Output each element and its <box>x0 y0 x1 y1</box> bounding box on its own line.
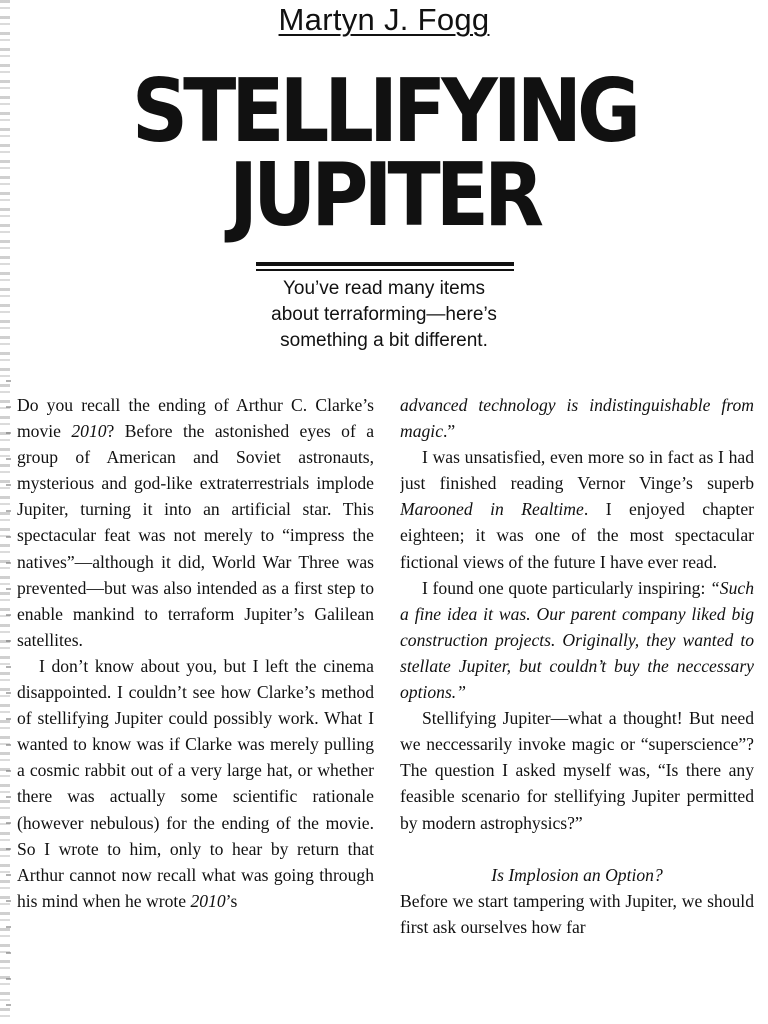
deck-line-3: something a bit different. <box>280 330 488 351</box>
vinge-quote: “Such a fine idea it was. Our parent company liked big construction projects. Originally, they wanted to stellate Jupiter, but couldn’t buy the neccessary options.” <box>400 577 754 703</box>
article-deck <box>0 276 768 354</box>
paragraph-6: Before we start tampering with Jupiter, we should first ask ourselves how far <box>400 890 754 937</box>
article-title-line-2: JUPITER <box>228 145 540 247</box>
movie-title: 2010 <box>71 421 107 442</box>
article-title-line-1: STELLIFYING <box>131 61 637 163</box>
deck-line-2: about terraforming—here’s <box>271 304 497 325</box>
paragraph-1: Do you recall the ending of Arthur C. Clarke’s movie 2010? Before the astonished eyes of a group of American and Soviet astronauts, mysterious and god-like extraterrestrials implode Jupiter, turning it into an artificial star. This spectacular feat was not merely to “impress the natives”—although it did, World War Three was prevented—but was also intended as a first step to enable mankind to terraform Jupiter’s Galilean satellites. <box>17 395 374 650</box>
clarke-quote: advanced technology is indistinguishable from magic <box>400 395 754 442</box>
book-title: Marooned in Realtime <box>400 499 584 520</box>
paragraph-4: I found one quote particularly inspiring: “Such a fine idea it was. Our parent company liked big construction projects. Originally, they wanted to stellate Jupiter, but couldn’t buy the neccessary options.” <box>400 577 754 703</box>
deck-line-1: You’ve read many items <box>282 278 486 299</box>
paragraph-continued: advanced technology is indistinguishable from magic.” <box>400 395 754 442</box>
right-text-column <box>400 392 754 1024</box>
movie-title: 2010 <box>190 890 226 911</box>
title-rule-thin <box>256 269 514 271</box>
section-subhead: Is Implosion an Option? <box>491 864 663 885</box>
paragraph-3: I was unsatisfied, even more so in fact as I had just finished reading Vernor Vinge’s superb Marooned in Realtime. I enjoyed chapter eighteen; it was one of the most spectacular fictional views of the future I have ever read. <box>400 447 754 572</box>
paragraph-2: I don’t know about you, but I left the cinema disappointed. I couldn’t see how Clarke’s method of stellifying Jupiter could possibly work. What I wanted to know was if Clarke was merely pulling a cosmic rabbit out of a very large hat, or whether there was actually some scientific rationale (however nebulous) for the ending of the movie. So I wrote to him, only to hear by return that Arthur cannot now recall what was going through his mind when he wrote 2010’s <box>17 655 374 911</box>
paragraph-5: Stellifying Jupiter—what a thought! But need we neccessarily invoke magic or “superscience”? The question I asked myself was, “Is there any feasible scenario for stellifying Jupiter permitted by modern astrophysics?” <box>400 708 754 833</box>
title-rule-thick <box>256 262 514 266</box>
author-byline: Martyn J. Fogg <box>278 2 490 37</box>
left-text-column <box>17 392 374 1024</box>
scan-margin-marks <box>6 380 11 1020</box>
